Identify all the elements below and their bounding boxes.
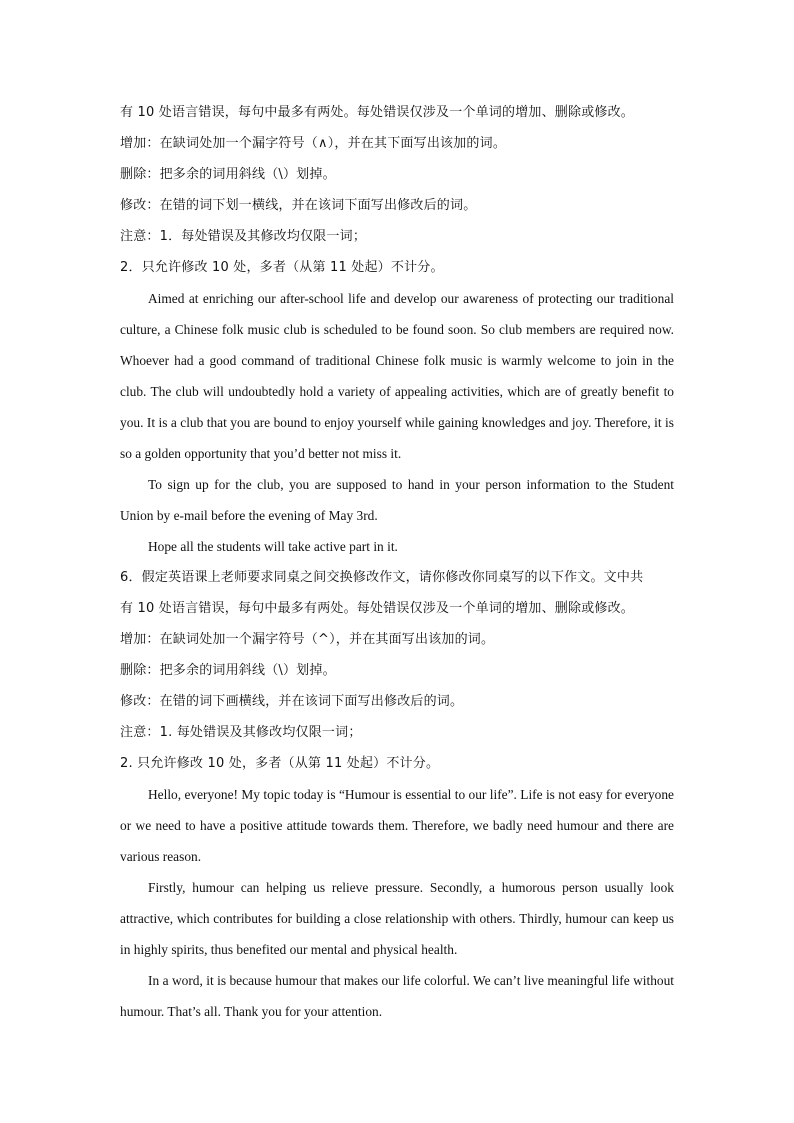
q6-question-line-1: 6．假定英语课上老师要求同桌之间交换修改作文，请你修改你同桌写的以下作文。文中共 [120, 570, 644, 585]
page-content [120, 97, 674, 1027]
q6-passage-paragraph-1: Hello, everyone! My topic today is “Humour is essential to our life”. Life is not easy for everyone or we need to have a positive attitude towards them. Therefore, we badly need humour and there are various reason. [120, 787, 674, 864]
q5-modify-rule: 修改：在错的词下划一横线，并在该词下面写出修改后的词。 [120, 198, 477, 213]
q5-instruction-continued: 有 10 处语言错误，每句中最多有两处。每处错误仅涉及一个单词的增加、删除或修改。 [120, 105, 635, 120]
q5-add-rule: 增加：在缺词处加一个漏字符号（∧），并在其下面写出该加的词。 [120, 136, 507, 151]
q5-note-1: 注意：1．每处错误及其修改均仅限一词； [120, 229, 367, 244]
q5-note-2: 2．只允许修改 10 处，多者（从第 11 处起）不计分。 [120, 260, 444, 275]
q6-passage-paragraph-3: In a word, it is because humour that makes our life colorful. We can’t live meaningful life without humour. That’s all. Thank you for your attention. [120, 973, 674, 1019]
q6-passage-paragraph-2: Firstly, humour can helping us relieve pressure. Secondly, a humorous person usually look attractive, which contributes for building a close relationship with others. Thirdly, humour can keep us in highly spirits, thus benefited our mental and physical health. [120, 880, 674, 957]
q5-passage-paragraph-3: Hope all the students will take active part in it. [148, 539, 398, 554]
q6-add-rule: 增加：在缺词处加一个漏字符号（^），并在其面写出该加的词。 [120, 632, 495, 647]
q6-delete-rule: 删除：把多余的词用斜线（\）划掉。 [120, 663, 336, 678]
q6-note-2: 2. 只允许修改 10 处，多者（从第 11 处起）不计分。 [120, 756, 440, 771]
q6-modify-rule: 修改：在错的词下画横线，并在该词下面写出修改后的词。 [120, 694, 464, 709]
q5-passage-paragraph-1: Aimed at enriching our after-school life and develop our awareness of protecting our traditional culture, a Chinese folk music club is scheduled to be found soon. So club members are required now. Whoever had a good command of traditional Chinese folk music is warmly welcome to join in the club. The club will undoubtedly hold a variety of appealing activities, which are of greatly benefit to you. It is a club that you are bound to enjoy yourself while gaining knowledges and joy. Therefore, it is so a golden opportunity that you’d better not miss it. [120, 291, 674, 461]
q6-note-1: 注意：1. 每处错误及其修改均仅限一词； [120, 725, 362, 740]
q5-delete-rule: 删除：把多余的词用斜线（\）划掉。 [120, 167, 336, 182]
q5-passage-paragraph-2: To sign up for the club, you are supposed to hand in your person information to the Student Union by e-mail before the evening of May 3rd. [120, 477, 674, 523]
q6-question-line-2: 有 10 处语言错误，每句中最多有两处。每处错误仅涉及一个单词的增加、删除或修改。 [120, 601, 635, 616]
